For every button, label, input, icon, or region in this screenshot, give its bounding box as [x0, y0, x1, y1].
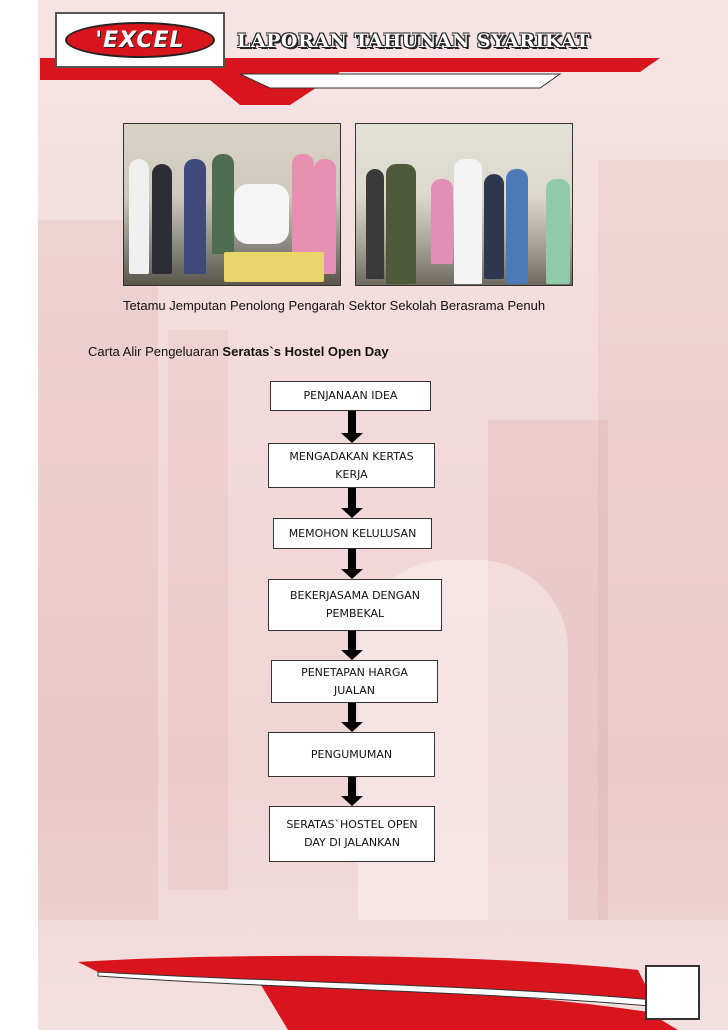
background-building	[598, 160, 728, 920]
logo-oval	[65, 22, 215, 58]
flowchart-heading	[88, 344, 389, 359]
photo-caption: Tetamu Jemputan Penolong Pengarah Sektor Sekolah Berasrama Penuh	[123, 298, 546, 313]
flow-step-3: MEMOHON KELULUSAN	[273, 518, 432, 549]
flow-arrow	[344, 411, 360, 443]
flowchart-heading-prefix: Carta Alir Pengeluaran	[88, 344, 223, 359]
flow-arrow	[344, 488, 360, 518]
flow-step-6: PENGUMUMAN	[268, 732, 435, 777]
flow-step-4: BEKERJASAMA DENGAN PEMBEKAL	[268, 579, 442, 631]
flow-step-1: PENJANAAN IDEA	[270, 381, 431, 411]
flow-step-5: PENETAPAN HARGA JUALAN	[271, 660, 438, 703]
flowchart-heading-bold: Seratas`s Hostel Open Day	[222, 344, 389, 359]
flow-arrow	[344, 777, 360, 806]
report-title: LAPORAN TAHUNAN SYARIKAT	[237, 30, 590, 52]
photo-guests-visiting	[355, 123, 573, 286]
flow-arrow	[344, 549, 360, 579]
flow-step-2: MENGADAKAN KERTAS KERJA	[268, 443, 435, 488]
photo-guest-signing	[123, 123, 341, 286]
logo-text: 'EXCEL	[95, 27, 185, 53]
background-building	[38, 220, 158, 920]
flow-arrow	[344, 631, 360, 660]
flow-step-7: SERATAS`HOSTEL OPEN DAY DI JALANKAN	[269, 806, 435, 862]
footer-swoosh	[38, 940, 728, 1030]
company-logo	[55, 12, 225, 68]
background-building	[168, 330, 228, 890]
flow-arrow	[344, 703, 360, 732]
page-number-box	[645, 965, 700, 1020]
